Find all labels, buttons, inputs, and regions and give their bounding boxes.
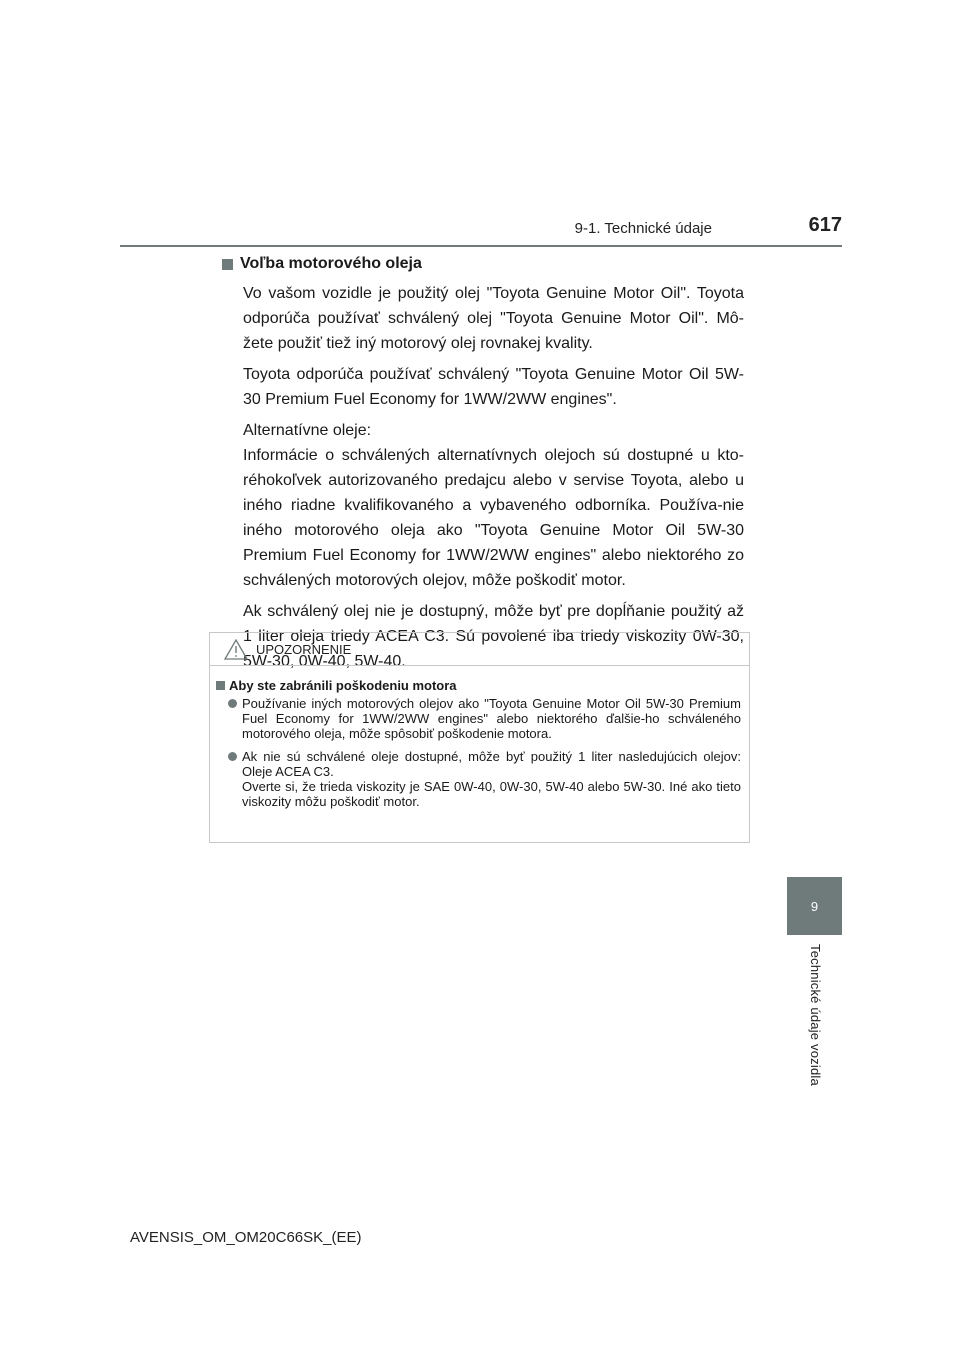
header-divider [120, 245, 842, 247]
main-content [222, 255, 744, 680]
paragraph-topup: Ak schválený olej nie je dostupný, môže byť pre dopĺňanie použitý až 1 liter oleja triedy ACEA C3. Sú povolené iba triedy viskozity 0W-30, 5W-30, 0W-40, 5W-40. [243, 603, 744, 670]
paragraph-alternatives [243, 418, 744, 593]
caution-bullet [228, 749, 741, 809]
caution-bullet-line: Ak nie sú schválené oleje dostupné, môže byť použitý 1 liter nasledujúcich olejov: Oleje ACEA C3. [242, 749, 741, 779]
chapter-number: 9 [810, 898, 819, 914]
caution-bullet-text: Používanie iných motorových olejov ako "Toyota Genuine Motor Oil 5W-30 Premium Fuel Economy for 1WW/2WW engines" alebo niektorého ďalšie-ho schváleného motorového oleja, môže spôsobiť poškodenie motora. [242, 696, 741, 741]
caution-box [209, 632, 750, 843]
document-code: AVENSIS_OM_OM20C66SK_(EE) [130, 1229, 362, 1246]
section-heading-text: Voľba motorového oleja [240, 255, 422, 272]
caution-bullet-text [242, 749, 741, 809]
caution-title: UPOZORNENIE [256, 642, 352, 657]
alternatives-text: Informácie o schválených alternatívnych olejoch sú dostupné u kto-réhokoľvek autorizovaného predajcu alebo v servise Toyota, alebo u iného riadne kvalifikovaného a vybaveného odborníka. Používa-nie iného motorového oleja ako "Toyota Genuine Motor Oil 5W-30 Premium Fuel Economy for 1WW/2WW engines" alebo niektorého zo schválených motorových olejov, môže poškodiť motor. [243, 447, 744, 589]
caution-bullet [228, 696, 741, 741]
chapter-label: Technické údaje vozidla [808, 944, 823, 1086]
section-title: 9-1. Technické údaje [574, 220, 712, 237]
square-bullet-icon [222, 259, 233, 270]
caution-header [210, 633, 749, 666]
caution-heading-text: Aby ste zabránili poškodeniu motora [229, 678, 457, 693]
paragraph-recommendation: Toyota odporúča používať schválený "Toyota Genuine Motor Oil 5W-30 Premium Fuel Economy for 1WW/2WW engines". [243, 366, 744, 408]
caution-heading [216, 678, 741, 693]
chapter-tab[interactable] [787, 877, 842, 935]
round-bullet-icon [228, 752, 237, 761]
alternatives-title: Alternatívne oleje: [243, 422, 372, 439]
square-bullet-icon [216, 681, 225, 690]
section-heading [222, 255, 744, 273]
caution-body [210, 666, 749, 809]
paragraph-oil-used: Vo vašom vozidle je použitý olej "Toyota Genuine Motor Oil". Toyota odporúča používať schválený olej "Toyota Genuine Motor Oil". Mô-žete použiť tiež iný motorový olej rovnakej kvality. [243, 285, 744, 352]
caution-bullet-line: Overte si, že trieda viskozity je SAE 0W-40, 0W-30, 5W-40 alebo 5W-30. Iné ako tieto viskozity môžu poškodiť motor. [242, 779, 741, 809]
page-number: 617 [808, 214, 842, 236]
warning-triangle-icon [224, 639, 248, 660]
round-bullet-icon [228, 699, 237, 708]
page-header [120, 0, 842, 247]
